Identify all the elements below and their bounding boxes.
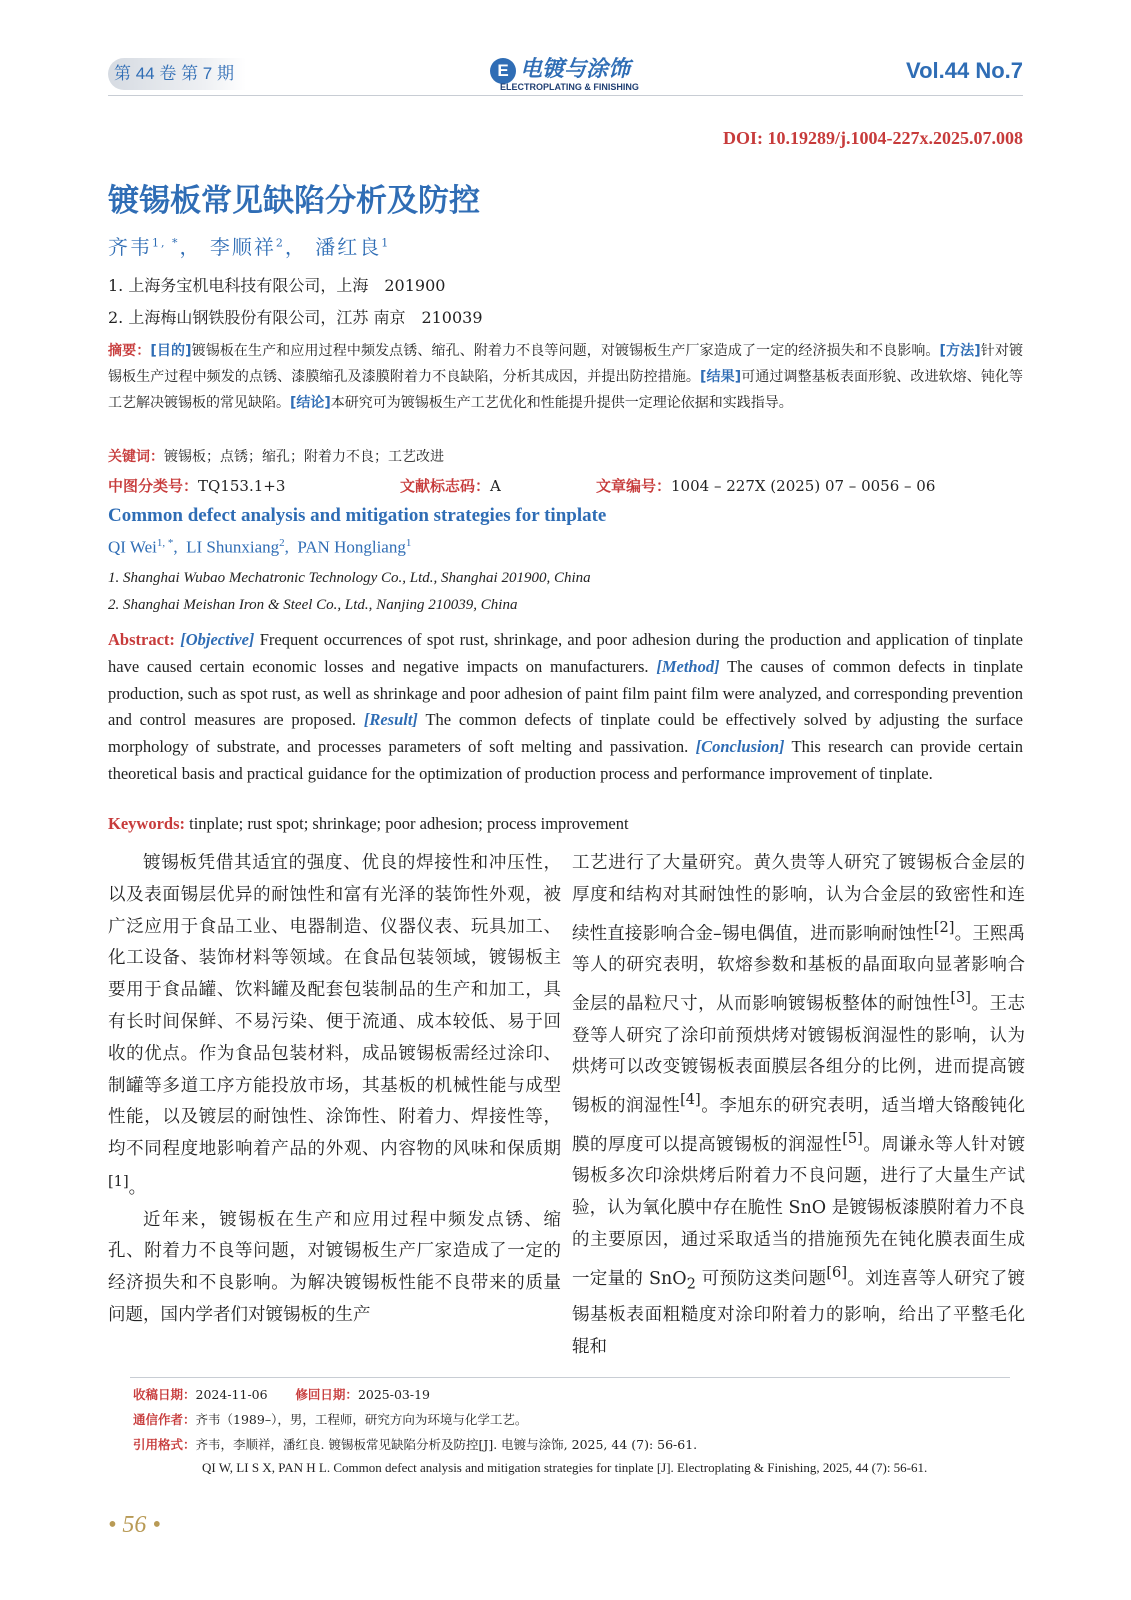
citation-cn: 齐韦，李顺祥，潘红良. 镀锡板常见缺陷分析及防控[J]. 电镀与涂饰, 2025, 44 (7): 56-61.	[195, 1437, 698, 1452]
subscript: 2	[686, 1275, 696, 1293]
body-paragraph	[108, 848, 561, 1205]
citation-label: 引用格式：	[133, 1437, 196, 1452]
author-name: PAN Hongliang	[297, 537, 406, 557]
article-number	[596, 475, 935, 496]
citation-ref: [3]	[950, 989, 971, 1007]
citation-ref: [4]	[680, 1091, 701, 1109]
author-sup: 1	[405, 537, 412, 549]
abstract-label-en: Abstract:	[108, 630, 175, 649]
result-tag-en: [Result]	[363, 710, 418, 730]
objective-tag-cn: [目的]	[150, 343, 192, 359]
body-text: 。王志登等人研究了涂印前预烘烤对镀锡板润湿性的影响，认为烘烤可以改变镀锡板表面膜层各组分的比例，进而提高镀锡板的润湿性	[572, 993, 1026, 1117]
page-number-value: 56	[122, 1512, 147, 1538]
corresponding-text: 齐韦（1989–），男，工程师，研究方向为环境与化学工艺。	[195, 1412, 528, 1427]
body-column-left	[108, 848, 561, 1332]
objective-text-en: Frequent occurrences of spot rust, shrinkage, and poor adhesion during the production and application of tinplate have caused certain economic losses and negative impacts on manufacturers.	[108, 630, 1023, 676]
keywords-text-cn: 镀锡板；点锈；缩孔；附着力不良；工艺改进	[164, 449, 444, 465]
citation-ref: [6]	[826, 1263, 848, 1281]
author-sup: 2	[279, 537, 285, 549]
article-title-en: Common defect analysis and mitigation strategies for tinplate	[108, 505, 607, 526]
author-name: 齐韦	[108, 235, 152, 259]
affiliation-en-1: 1. Shanghai Wubao Mechatronic Technology Co., Ltd., Shanghai 201900, China	[108, 570, 591, 586]
body-column-right	[572, 848, 1025, 1364]
author-name: LI Shunxiang	[186, 537, 280, 557]
author-list-en: QI Wei$^{1, *}$, LI Shunxiang$^2$, PAN Hongliang$^1$	[108, 537, 412, 557]
result-tag-cn: [结果]	[700, 369, 742, 385]
doi: DOI: 10.19289/j.1004-227x.2025.07.008	[723, 128, 1023, 148]
affiliation-cn-2: 2. 上海梅山钢铁股份有限公司，江苏 南京 210039	[108, 308, 483, 327]
article-number-value: 1004 – 227X (2025) 07 – 0056 – 06	[671, 477, 936, 495]
volume-issue-en: Vol.44 No.7	[906, 58, 1023, 83]
method-text-en: The causes of common defects in tinplate production, such as spot rust, as well as shrinkage and poor adhesion of paint film paint film were analyzed, and corresponding prevention and control measures are proposed.	[108, 656, 1023, 730]
body-paragraph	[572, 848, 1025, 1364]
author-name: QI Wei	[108, 537, 157, 557]
author-sup: 2	[275, 236, 285, 250]
method-text-cn: 针对镀锡板生产过程中频发的点锈、漆膜缩孔及漆膜附着力不良缺陷，分析其成因，并提出防控措施。	[108, 343, 1024, 385]
objective-tag-en: [Objective]	[180, 630, 255, 649]
clc-value: TQ153.1+3	[198, 477, 286, 495]
conclusion-text-cn: 本研究可为镀锡板生产工艺优化和性能提升提供一定理论依据和实践指导。	[330, 395, 793, 411]
footnote-corresponding	[133, 1410, 527, 1428]
result-text-cn: 可通过调整基板表面形貌、改进软熔、钝化等工艺解决镀锡板的常见缺陷。	[108, 369, 1024, 411]
journal-name-en: ELECTROPLATING & FINISHING	[500, 82, 639, 92]
revised-date: 2025-03-19	[357, 1387, 431, 1402]
result-text-en: The common defects of tinplate could be effectively solved by adjusting the surface morphology of substrate, and processes parameters of soft melting and passivation.	[108, 710, 1023, 757]
objective-text-cn: 镀锡板在生产和应用过程中频发点锈、缩孔、附着力不良等问题，对镀锡板生产厂家造成了一定的经济损失和不良影响。	[191, 343, 940, 359]
footnote-dates	[133, 1385, 430, 1403]
body-text: 。	[128, 1177, 147, 1198]
conclusion-tag-en: [Conclusion]	[695, 737, 785, 757]
abstract-en	[108, 627, 1023, 788]
classification-line	[108, 475, 1023, 497]
method-tag-en: [Method]	[656, 656, 720, 676]
keywords-text-en: tinplate; rust spot; shrinkage; poor adhesion; process improvement	[189, 814, 629, 833]
method-tag-cn: [方法]	[939, 343, 981, 359]
conclusion-tag-cn: [结论]	[290, 395, 331, 411]
document-code-label: 文献标志码：	[400, 477, 491, 495]
journal-name-cn: 电镀与涂饰	[520, 56, 631, 82]
body-text: 。李旭东的研究表明，适当增大铬酸钝化膜的厚度可以提高镀锡板的润湿性	[572, 1096, 1026, 1155]
clc-label: 中图分类号：	[108, 477, 199, 495]
citation-ref: [5]	[842, 1129, 863, 1147]
body-text: 。周谦永等人针对镀锡板多次印涂烘烤后附着力不良问题，进行了大量生产试验，认为氧化膜中存在脆性 SnO 是镀锡板漆膜附着力不良的主要原因，通过采取适当的措施预先在钝化膜表面生成一定量的 SnO	[572, 1134, 1026, 1289]
body-text: 工艺进行了大量研究。黄久贵等人研究了镀锡板合金层的厚度和结构对其耐蚀性的影响，认为合金层的致密性和连续性直接影响合金–锡电偶值，进而影响耐蚀性	[572, 853, 1025, 944]
footnote-divider	[130, 1377, 1010, 1378]
keywords-label-en: Keywords:	[108, 814, 185, 833]
conclusion-text-en: This research can provide certain theoretical basis and practical guidance for the optimization of production process and performance improvement of tinplate.	[108, 737, 1023, 783]
abstract-cn	[108, 338, 1023, 416]
body-text: 镀锡板凭借其适宜的强度、优良的焊接性和冲压性，以及表面锡层优异的耐蚀性和富有光泽的装饰性外观，被广泛应用于食品工业、电器制造、仪器仪表、玩具加工、化工设备、装饰材料等领域。在食品包装领域，镀锡板主要用于食品罐、饮料罐及配套包装制品的生产和加工，具有长时间保鲜、不易污染、便于流通、成本较低、易于回收的优点。作为食品包装材料，成品镀锡板需经过涂印、制罐等多道工序方能投放市场，其基板的机械性能与成型性能，以及镀层的耐蚀性、涂饰性、附着力、焊接性等，均不同程度地影响着产品的外观、内容物的风味和保质期	[108, 853, 561, 1160]
footnote-citation-cn	[133, 1435, 697, 1453]
citation-ref: [2]	[933, 918, 955, 936]
body-text: 。王熙禹等人的研究表明，软熔参数和基板的晶面取向显著影响合金层的晶粒尺寸，从而影响镀锡板整体的耐蚀性	[572, 923, 1026, 1014]
author-name: 潘红良	[315, 235, 382, 259]
body-text: 可预防这类问题	[695, 1268, 827, 1289]
volume-issue-cn: 第 44 卷 第 7 期	[108, 58, 246, 90]
header-divider	[108, 95, 1023, 96]
journal-logo	[490, 52, 650, 96]
abstract-label-cn: 摘要：	[108, 343, 151, 359]
author-sup: 1, *	[152, 236, 180, 250]
body-text: 。刘连喜等人研究了镀锡基板表面粗糙度对涂印附着力的影响，给出了平整毛化辊和	[572, 1268, 1025, 1357]
article-number-label: 文章编号：	[596, 477, 672, 495]
clc-number	[108, 475, 285, 496]
body-paragraph: 近年来，镀锡板在生产和应用过程中频发点锈、缩孔、附着力不良等问题，对镀锡板生产厂家造成了一定的经济损失和不良影响。为解决镀锡板性能不良带来的质量问题，国内学者们对镀锡板的生产	[108, 1209, 561, 1325]
received-label: 收稿日期：	[133, 1387, 196, 1402]
footnote-citation-en: QI W, LI S X, PAN H L. Common defect analysis and mitigation strategies for tinplate [J]. Electroplating & Finishing, 2025, 44 (7): 56-61.	[202, 1460, 928, 1475]
received-date: 2024-11-06	[195, 1387, 268, 1402]
affiliation-en-2: 2. Shanghai Meishan Iron & Steel Co., Ltd., Nanjing 210039, China	[108, 597, 518, 613]
corresponding-label: 通信作者：	[133, 1412, 196, 1427]
author-name: 李顺祥	[209, 235, 276, 259]
keywords-cn	[108, 444, 1023, 470]
article-title-cn: 镀锡板常见缺陷分析及防控	[108, 183, 480, 219]
keywords-en	[108, 814, 629, 834]
citation-ref: [1]	[108, 1172, 129, 1190]
journal-logo-icon: E	[490, 58, 516, 84]
author-sup: 1	[381, 236, 391, 250]
document-code	[400, 475, 501, 496]
page-number: • 56 •	[108, 1512, 161, 1538]
author-list-cn: 齐韦$^{1, *}$， 李顺祥$^2$， 潘红良$^1$	[108, 235, 391, 259]
author-sup: 1, *	[156, 537, 174, 549]
document-code-value: A	[490, 477, 501, 495]
revised-label: 修回日期：	[295, 1387, 358, 1402]
affiliation-cn-1: 1. 上海务宝机电科技有限公司，上海 201900	[108, 276, 446, 295]
keywords-label-cn: 关键词：	[108, 449, 164, 465]
